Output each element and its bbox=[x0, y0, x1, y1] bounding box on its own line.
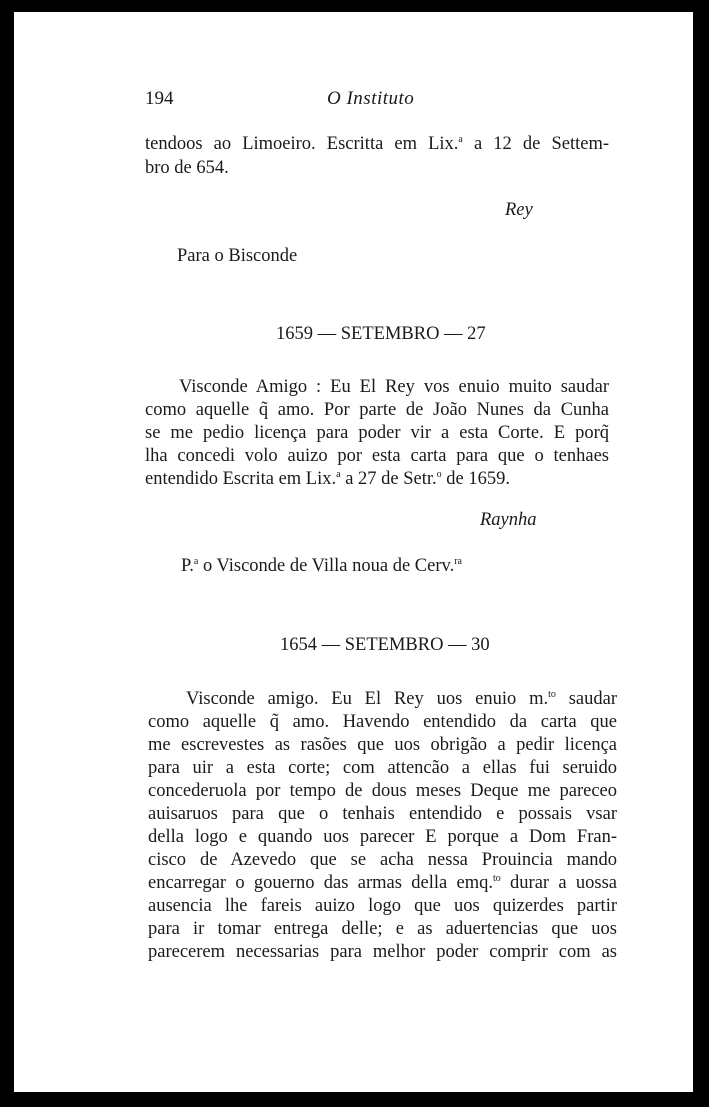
text-line: bro de 654. bbox=[145, 158, 229, 178]
text-line: auisaruos para que o tenhais entendido e possais vsar bbox=[148, 804, 617, 824]
text-line: cisco de Azevedo que se acha nessa Prouincia mando bbox=[148, 850, 617, 870]
addressee: P.$^a$ o Visconde de Villa noua de Cerv.$^{ra}$ bbox=[181, 555, 462, 576]
addressee: Para o Bisconde bbox=[177, 246, 298, 266]
running-title: O Instituto bbox=[327, 88, 415, 109]
letter-heading: 1659 — SETEMBRO — 27 bbox=[276, 324, 486, 344]
text-line: tendoos ao Limoeiro. Escritta em Lix.$^a$ a 12 de Settem- bbox=[145, 133, 609, 154]
text-line: concederuola por tempo de dous meses Deque me pareceo bbox=[148, 781, 617, 801]
text-line: me escrevestes as rasões que uos obrigão a pedir licença bbox=[148, 735, 617, 755]
text-line: para uir a esta corte; com attencão a ellas fui seruido bbox=[148, 758, 617, 778]
text-line: Visconde Amigo : Eu El Rey vos enuio muito saudar bbox=[179, 377, 609, 397]
text-line: parecerem necessarias para melhor poder comprir com as bbox=[148, 942, 617, 962]
text-line: encarregar o gouerno das armas della emq.$^{to}$ durar a uossa bbox=[148, 872, 617, 893]
page-number: 194 bbox=[145, 88, 174, 109]
document-page bbox=[14, 12, 693, 1092]
text-line: ausencia lhe fareis auizo logo que uos quizerdes partir bbox=[148, 896, 617, 916]
text-line: Visconde amigo. Eu El Rey uos enuio m.$^{to}$ saudar bbox=[186, 688, 617, 709]
text-line: della logo e quando uos parecer E porque a Dom Fran- bbox=[148, 827, 617, 847]
signature: Rey bbox=[505, 200, 533, 220]
text-line: como aquelle q̃ amo. Por parte de João Nunes da Cunha bbox=[145, 400, 609, 420]
text-line: se me pedio licença para poder vir a esta Corte. E porq̃ bbox=[145, 423, 609, 443]
text-line: entendido Escrita em Lix.$^a$ a 27 de Setr.$^o$ de 1659. bbox=[145, 468, 510, 489]
text-line: como aquelle q̃ amo. Havendo entendido da carta que bbox=[148, 712, 617, 732]
text-line: para ir tomar entrega delle; e as aduertencias que uos bbox=[148, 919, 617, 939]
letter-heading: 1654 — SETEMBRO — 30 bbox=[280, 635, 490, 655]
signature: Raynha bbox=[480, 510, 537, 530]
text-line: lha concedi volo auizo por esta carta para que o tenhaes bbox=[145, 446, 609, 466]
